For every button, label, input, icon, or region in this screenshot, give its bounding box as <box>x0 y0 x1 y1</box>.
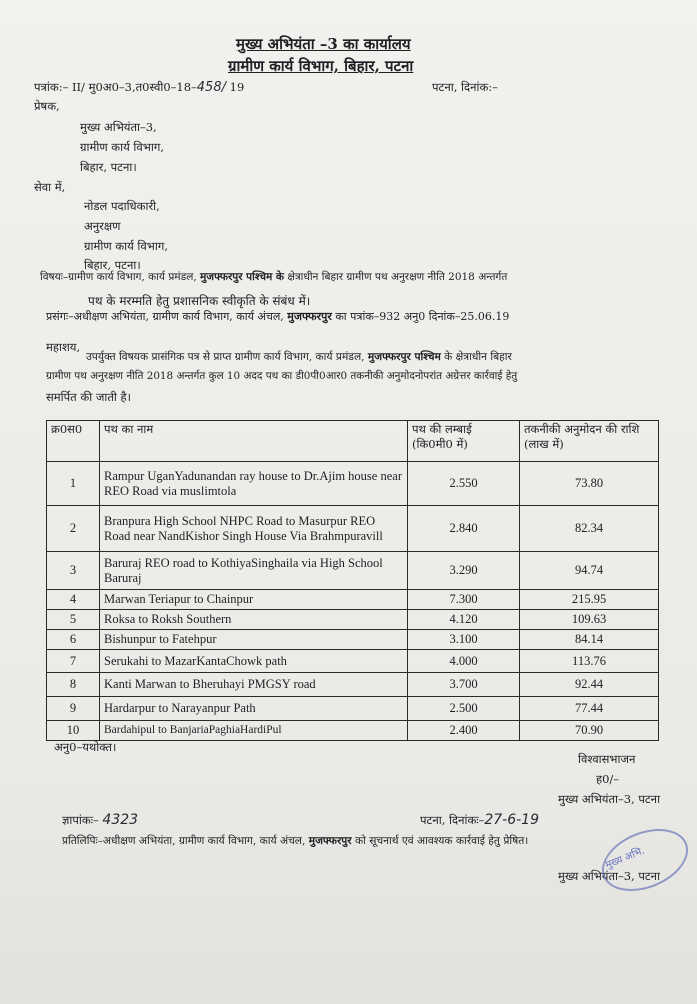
recipient-line: अनुरक्षण <box>84 219 121 233</box>
cell-amount: 70.90 <box>520 721 659 741</box>
recipient-label: सेवा में, <box>34 180 66 194</box>
cell-length: 2.400 <box>408 721 520 741</box>
table-row <box>47 506 659 552</box>
recipient-line: ग्रामीण कार्य विभाग, <box>84 239 168 253</box>
cell-sn: 6 <box>47 630 100 650</box>
cell-sn: 1 <box>47 462 100 506</box>
cell-amount: 82.34 <box>520 506 659 552</box>
header-road-name: पथ का नाम <box>100 421 408 462</box>
cell-length: 2.840 <box>408 506 520 552</box>
cell-amount: 215.95 <box>520 590 659 610</box>
cell-sn: 5 <box>47 610 100 630</box>
signatory-designation-2: मुख्य अभियंता–3, पटना <box>558 869 661 883</box>
subject-text: क्षेत्राधीन बिहार ग्रामीण पथ अनुरक्षण नीति 2018 अन्तर्गत <box>284 271 508 283</box>
cell-road-name: Serukahi to MazarKantaChowk path <box>100 650 408 673</box>
cell-length: 3.290 <box>408 552 520 590</box>
cell-length: 3.700 <box>408 673 520 697</box>
table-row <box>47 590 659 610</box>
enclosure-note: अनु0–यथोक्त। <box>54 740 117 754</box>
office-stamp-text: मुख्य अभि. <box>604 845 647 872</box>
cell-road-name: Marwan Teriapur to Chainpur <box>100 590 408 610</box>
gyapank-line <box>62 812 138 828</box>
cell-sn: 7 <box>47 650 100 673</box>
copy-line <box>62 834 528 848</box>
road-table <box>46 420 659 741</box>
header-length: पथ की लम्बाई (कि0मी0 में) <box>408 421 520 462</box>
body-bold: मुजफ्फरपुर पश्चिम <box>367 351 441 363</box>
cell-amount: 77.44 <box>520 697 659 721</box>
subject-line-2: पथ के मरम्मति हेतु प्रशासनिक स्वीकृति के संबंध में। <box>88 294 311 308</box>
cell-sn: 3 <box>47 552 100 590</box>
signed-mark: ह0/– <box>596 772 620 786</box>
recipient-line: नोडल पदाधिकारी, <box>84 199 160 213</box>
body-text: के क्षेत्राधीन बिहार <box>440 351 512 363</box>
copy-text: प्रतिलिपिः–अधीक्षण अभियंता, ग्रामीण कार्य विभाग, कार्य अंचल, <box>62 835 309 847</box>
table-row <box>47 552 659 590</box>
signatory-designation: मुख्य अभियंता–3, पटना <box>558 792 661 806</box>
body-line-2: ग्रामीण पथ अनुरक्षण नीति 2018 अन्तर्गत कुल 10 अदद पथ का डी0पी0आर0 तकनीकी अनुमोदनोपरांत अग्रेत्तर कार्रवाई हेतु <box>46 370 518 382</box>
table-row <box>47 697 659 721</box>
memo-date-line <box>420 812 539 828</box>
table-row <box>47 673 659 697</box>
cell-road-name: Bardahipul to BanjariaPaghiaHardiPul <box>100 721 408 741</box>
subject-label: विषयः– <box>40 271 69 283</box>
memo-date-label: पटना, दिनांकः– <box>420 813 485 827</box>
table-row <box>47 610 659 630</box>
body-text: उपर्युक्त विषयक प्रासंगिक पत्र से प्राप्त ग्रामीण कार्य विभाग, कार्य प्रमंडल, <box>86 351 368 363</box>
subject-line-1 <box>40 270 507 284</box>
cell-length: 7.300 <box>408 590 520 610</box>
cell-road-name: Rampur UganYadunandan ray house to Dr.Ajim house near REO Road via muslimtola <box>100 462 408 506</box>
reference-number <box>34 80 244 95</box>
cell-length: 3.100 <box>408 630 520 650</box>
cell-amount: 92.44 <box>520 673 659 697</box>
reference-label: पत्रांक:– II/ मु0अ0–3,त0स्वी0–18– <box>34 80 197 94</box>
reference-handwritten: 458/ <box>196 80 226 95</box>
table-row <box>47 462 659 506</box>
copy-bold: मुजफ्फरपुर <box>308 835 352 847</box>
header-sn: क्र0स0 <box>47 421 100 462</box>
cell-amount: 84.14 <box>520 630 659 650</box>
table-header-row <box>47 421 659 462</box>
table-row <box>47 630 659 650</box>
salutation: महाशय, <box>46 340 81 354</box>
body-line-3: समर्पित की जाती है। <box>46 390 132 404</box>
cell-sn: 2 <box>47 506 100 552</box>
office-title: मुख्य अभियंता –3 का कार्यालय <box>236 35 411 53</box>
cell-road-name: Hardarpur to Narayanpur Path <box>100 697 408 721</box>
table-row <box>47 721 659 741</box>
prasang-text: प्रसंगः–अधीक्षण अभियंता, ग्रामीण कार्य विभाग, कार्य अंचल, <box>46 310 288 323</box>
prasang-text: का पत्रांक–932 अनु0 दिनांक–25.06.19 <box>331 310 510 323</box>
body-line-1 <box>86 350 512 364</box>
cell-length: 4.000 <box>408 650 520 673</box>
gyapank-handwritten: 4323 <box>102 812 139 828</box>
cell-amount: 113.76 <box>520 650 659 673</box>
copy-text: को सूचनार्थ एवं आवश्यक कार्रवाई हेतु प्रेषित। <box>351 835 529 847</box>
subject-bold: मुजफ्फरपुर पश्चिम के <box>200 271 284 283</box>
cell-road-name: Baruraj REO road to KothiyaSinghaila via High School Baruraj <box>100 552 408 590</box>
sender-line: बिहार, पटना। <box>80 160 137 174</box>
place-date: पटना, दिनांक:– <box>432 80 498 94</box>
cell-amount: 73.80 <box>520 462 659 506</box>
cell-amount: 94.74 <box>520 552 659 590</box>
cell-road-name: Kanti Marwan to Bheruhayi PMGSY road <box>100 673 408 697</box>
reference-year: 19 <box>229 80 245 94</box>
cell-amount: 109.63 <box>520 610 659 630</box>
sender-line: ग्रामीण कार्य विभाग, <box>80 140 164 154</box>
cell-sn: 4 <box>47 590 100 610</box>
cell-length: 4.120 <box>408 610 520 630</box>
table-row <box>47 650 659 673</box>
cell-road-name: Bishunpur to Fatehpur <box>100 630 408 650</box>
cell-sn: 10 <box>47 721 100 741</box>
prasang-bold: मुजफ्फरपुर <box>287 310 332 323</box>
header-amount: तकनीकी अनुमोदन की राशि (लाख में) <box>520 421 659 462</box>
closing-text: विश्वासभाजन <box>578 752 636 766</box>
cell-road-name: Branpura High School NHPC Road to Masurpur REO Road near NandKishor Singh House Via Brahmpuravill <box>100 506 408 552</box>
gyapank-label: ज्ञापांकः– <box>62 813 99 827</box>
recipient-line: बिहार, पटना। <box>84 258 141 272</box>
cell-length: 2.550 <box>408 462 520 506</box>
department-title: ग्रामीण कार्य विभाग, बिहार, पटना <box>228 57 414 75</box>
cell-length: 2.500 <box>408 697 520 721</box>
sender-line: मुख्य अभियंता–3, <box>80 120 157 134</box>
cell-sn: 9 <box>47 697 100 721</box>
cell-sn: 8 <box>47 673 100 697</box>
subject-text: ग्रामीण कार्य विभाग, कार्य प्रमंडल, <box>68 271 200 283</box>
memo-date-handwritten: 27-6-19 <box>484 812 539 828</box>
sender-label: प्रेषक, <box>34 99 60 113</box>
prasang-line <box>46 309 509 324</box>
cell-road-name: Roksa to Roksh Southern <box>100 610 408 630</box>
